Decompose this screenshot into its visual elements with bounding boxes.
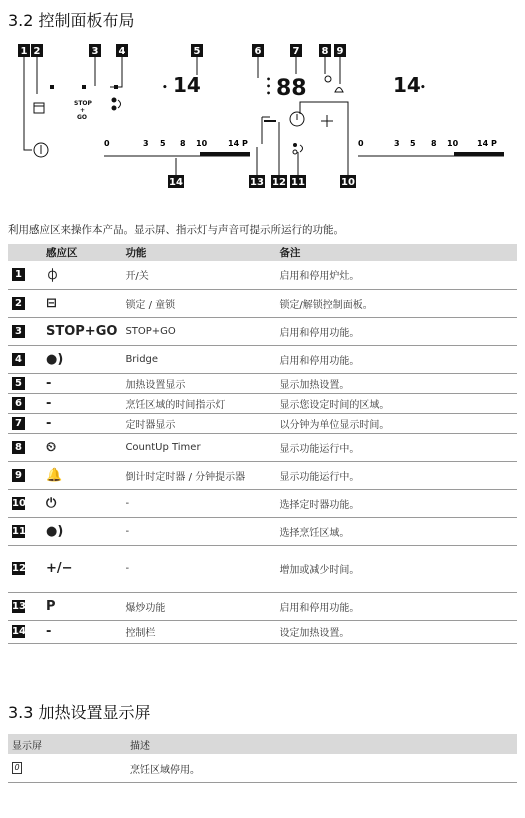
note-cell: 显示加热设置。 <box>275 373 517 393</box>
display-table <box>8 734 517 783</box>
note-cell: 启用和停用炉灶。 <box>275 261 517 289</box>
svg-text:0: 0 <box>358 139 364 148</box>
bell-icon <box>335 88 343 93</box>
header-function: 功能 <box>121 244 275 261</box>
sensor-table <box>8 244 517 644</box>
function-cell: 烹饪区域的时间指示灯 <box>121 393 275 413</box>
lock-icon[interactable] <box>34 103 44 113</box>
svg-text:•: • <box>420 83 426 93</box>
header-desc: 描述 <box>126 734 517 754</box>
function-cell: - <box>121 545 275 592</box>
dash-text: - <box>46 395 52 411</box>
svg-text:8: 8 <box>180 139 186 148</box>
svg-text:P: P <box>491 139 497 148</box>
row-number: 5 <box>12 377 25 390</box>
table-row <box>8 393 517 413</box>
row-number: 6 <box>12 397 25 410</box>
note-cell: 以分钟为单位显示时间。 <box>275 413 517 433</box>
table-row <box>8 373 517 393</box>
function-cell: 定时器显示 <box>121 413 275 433</box>
note-cell: 显示功能运行中。 <box>275 461 517 489</box>
dash-text: - <box>46 415 52 431</box>
row-number: 7 <box>12 417 25 430</box>
display-zero: 0 <box>12 762 22 774</box>
function-cell: CountUp Timer <box>121 433 275 461</box>
svg-text:5: 5 <box>160 139 166 148</box>
function-cell: Bridge <box>121 345 275 373</box>
header-blank <box>8 244 42 261</box>
function-cell: - <box>121 489 275 517</box>
svg-text:0: 0 <box>104 139 110 148</box>
note-cell: 启用和停用功能。 <box>275 345 517 373</box>
zone-select-icon[interactable] <box>293 143 297 147</box>
function-cell: 控制栏 <box>121 620 275 643</box>
callout-9: 9 <box>336 46 344 57</box>
row-number: 3 <box>12 325 25 338</box>
row-number: 10 <box>12 497 26 509</box>
dash-text: - <box>46 624 52 639</box>
table-row <box>8 620 517 643</box>
svg-text:•: • <box>162 83 168 93</box>
note-cell: 设定加热设置。 <box>275 620 517 643</box>
svg-text:3: 3 <box>143 139 149 148</box>
callout-12: 12 <box>272 177 286 188</box>
note-cell: 选择烹饪区域。 <box>275 517 517 545</box>
callout-6: 6 <box>254 46 262 57</box>
control-bar-right[interactable] <box>358 139 504 156</box>
row-number: 4 <box>12 353 25 366</box>
heat-display-right: 14 <box>393 73 421 97</box>
callout-4: 4 <box>118 46 126 57</box>
lock-icon: ⊟ <box>46 295 57 311</box>
row-number: 14 <box>12 626 26 637</box>
note-cell: 显示功能运行中。 <box>275 433 517 461</box>
header-note: 备注 <box>275 244 517 261</box>
callout-10: 10 <box>341 177 355 188</box>
callout-2: 2 <box>33 46 41 57</box>
header-display: 显示屏 <box>8 734 126 754</box>
function-cell: - <box>121 517 275 545</box>
function-cell: 锁定 / 童锁 <box>121 289 275 317</box>
intro-text: 利用感应区来操作本产品。显示屏、指示灯与声音可提示所运行的功能。 <box>8 224 344 236</box>
table-row <box>8 317 517 345</box>
note-cell: 选择定时器功能。 <box>275 489 517 517</box>
header-sensor: 感应区 <box>42 244 121 261</box>
function-cell: 加热设置显示 <box>121 373 275 393</box>
note-cell: 启用和停用功能。 <box>275 592 517 620</box>
function-cell: 爆炒功能 <box>121 592 275 620</box>
table-row <box>8 413 517 433</box>
callout-8: 8 <box>321 46 329 57</box>
table-row <box>8 754 517 783</box>
section-title-3-3: 3.3 加热设置显示屏 <box>8 703 151 722</box>
stop-go-icon: STOP+GO <box>46 323 118 339</box>
row-number: 12 <box>12 563 26 574</box>
zone-select-icon: ●) <box>46 523 64 539</box>
bridge-icon[interactable] <box>112 106 117 111</box>
timer-display: 88 <box>276 76 307 101</box>
power-icon: ⏀ <box>46 269 60 285</box>
row-number: 11 <box>12 525 26 537</box>
table-row <box>8 592 517 620</box>
svg-text:3: 3 <box>394 139 400 148</box>
note-cell: 启用和停用功能。 <box>275 317 517 345</box>
dash-text: - <box>46 375 52 391</box>
table-row <box>8 517 517 545</box>
table-row <box>8 545 517 592</box>
countup-icon: ⏲ <box>46 439 57 455</box>
callout-14: 14 <box>169 177 183 188</box>
heat-display-left: 14 <box>173 73 201 97</box>
note-cell: 显示您设定时间的区域。 <box>275 393 517 413</box>
row-number: 9 <box>12 469 25 482</box>
callout-7: 7 <box>292 46 300 57</box>
function-cell: STOP+GO <box>121 317 275 345</box>
callout-13: 13 <box>250 177 264 188</box>
bridge-icon: ●) <box>46 351 64 367</box>
table-row <box>8 345 517 373</box>
control-bar-left[interactable] <box>104 139 250 156</box>
svg-text:•: • <box>266 75 272 84</box>
svg-text:10: 10 <box>447 139 459 148</box>
callout-5: 5 <box>193 46 201 57</box>
note-cell: 锁定/解锁控制面板。 <box>275 289 517 317</box>
svg-text:+: + <box>80 107 86 114</box>
countup-icon <box>325 76 331 82</box>
callout-3: 3 <box>91 46 99 57</box>
table-row <box>8 433 517 461</box>
table-row <box>8 461 517 489</box>
svg-text:5: 5 <box>410 139 416 148</box>
svg-text:14: 14 <box>228 139 240 148</box>
row-number: 2 <box>12 297 25 310</box>
table-row <box>8 489 517 517</box>
row-number: 1 <box>12 268 25 281</box>
function-cell: 开/关 <box>121 261 275 289</box>
function-cell: 倒计时定时器 / 分钟提示器 <box>121 461 275 489</box>
booster-icon: P <box>46 598 56 614</box>
callout-1: 1 <box>20 46 28 57</box>
section-title-3-2: 3.2 控制面板布局 <box>8 11 135 30</box>
table-row <box>8 289 517 317</box>
svg-text:8: 8 <box>431 139 437 148</box>
svg-text:•: • <box>266 82 272 91</box>
svg-text:14: 14 <box>477 139 489 148</box>
row-number: 13 <box>12 600 26 612</box>
timer-icon: ⏻ <box>46 495 57 511</box>
note-cell: 增加或减少时间。 <box>275 545 517 592</box>
svg-text:P: P <box>242 139 248 148</box>
plus-minus-icon: +/− <box>46 561 73 576</box>
svg-text:10: 10 <box>196 139 208 148</box>
stop-label: STOP <box>74 100 92 107</box>
table-row <box>8 261 517 289</box>
control-panel-diagram <box>10 42 514 192</box>
svg-text:•: • <box>266 89 272 98</box>
desc-cell: 烹饪区域停用。 <box>126 754 517 783</box>
bell-icon: 🔔 <box>46 467 63 483</box>
go-label: GO <box>77 114 88 121</box>
callout-11: 11 <box>291 177 305 188</box>
row-number: 8 <box>12 441 25 454</box>
